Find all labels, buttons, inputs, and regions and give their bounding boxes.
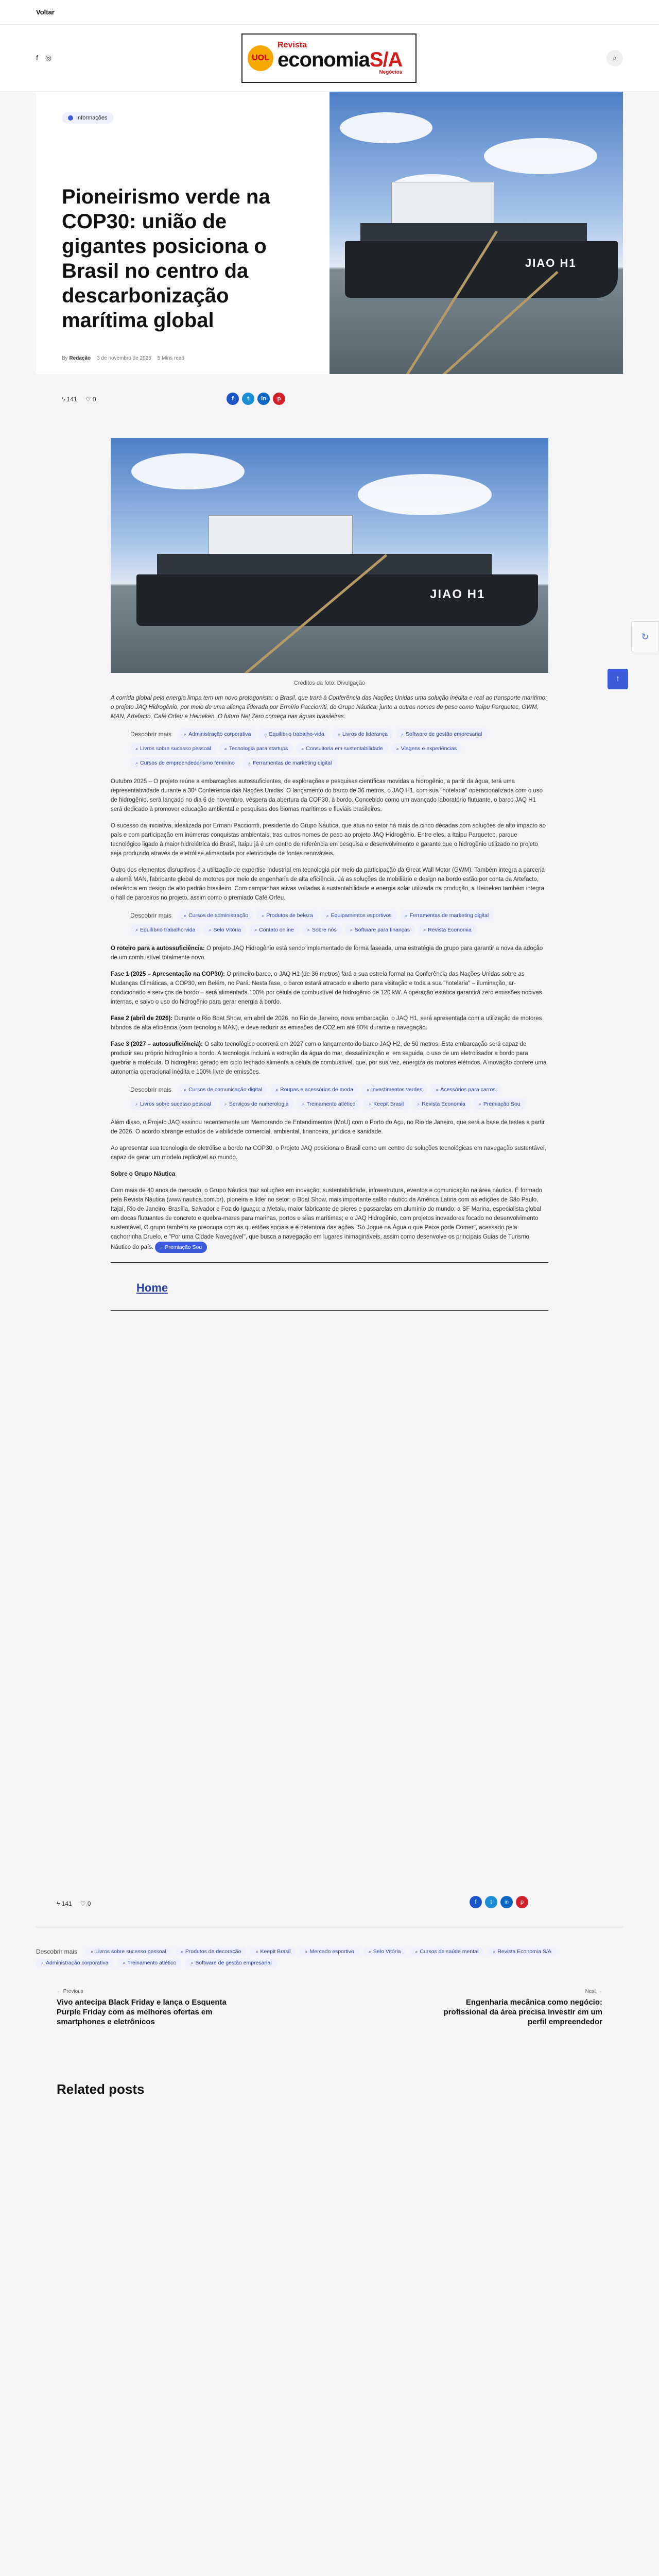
- paragraph: O sucesso da iniciativa, idealizada por Ermani Pacciorriti, presidente do Grupo Náutica, que atua no setor há mais de cinco décadas com soluções de alto impacto ao país e com participação em inúmeras conquistas ambientais, tras outros nomes de peso ao projeto JAQ Hidrogênio. Entre eles, a Itaipu Parquetec, parque tecnológico ligado à maior hidrelétrica do Brasil, Itaipu já é um centro de referência em pesquisa e desenvolvimento e garante que o hidrogênio utilizado no projeto seja produzido através de eletrólise alimentada por eletricidade de fontes renováveis.: [111, 823, 546, 857]
- search-icon: ⌕: [305, 1948, 308, 1954]
- discover-chip[interactable]: ⌕ Equilíbrio trabalho-vida: [259, 728, 329, 740]
- heart-icon: ♡: [80, 1900, 86, 1907]
- discover-chip[interactable]: ⌕ Ferramentas de marketing digital: [400, 910, 494, 921]
- search-icon: ⌕: [302, 1101, 305, 1107]
- like-count: 0: [92, 396, 96, 403]
- search-icon[interactable]: ⌕: [606, 50, 623, 66]
- discover-chip[interactable]: ⌕ Keepit Brasil: [363, 1098, 409, 1110]
- discover-chip[interactable]: ⌕ Equilíbrio trabalho-vida: [130, 924, 200, 936]
- discover-chip[interactable]: ⌕ Premiação Sou: [155, 1242, 207, 1253]
- category-badge[interactable]: Informações: [62, 112, 114, 124]
- page-title: Pioneirismo verde na COP30: união de gigantes posiciona o Brasil no centro da descarbonização marítima global: [62, 185, 270, 332]
- discover-chip[interactable]: ⌕ Treinamento atlético: [297, 1098, 360, 1110]
- article-body: [111, 693, 548, 1311]
- next-post[interactable]: Next → Engenharia mecânica como negócio: profissional da área precisa investir em um perfil empreendedor: [432, 1989, 602, 2027]
- flame-icon: ϟ: [62, 396, 65, 403]
- author-link[interactable]: Redação: [69, 355, 91, 361]
- flame-icon: ϟ: [57, 1900, 60, 1907]
- post-meta: By Redação 3 de novembro de 2025 5 Mins read: [62, 355, 185, 361]
- discover-chip[interactable]: ⌕ Roupas e acessórios de moda: [270, 1084, 358, 1095]
- instagram-icon[interactable]: ◎: [45, 54, 52, 62]
- search-icon: ⌕: [264, 732, 267, 737]
- discover-chip[interactable]: ⌕ Premiação Sou: [474, 1098, 526, 1110]
- previous-post-title: Vivo antecipa Black Friday e lança o Esquenta Purple Friday com as melhores ofertas em smartphones e eletrônicos: [57, 1998, 227, 2026]
- discover-chip[interactable]: ⌕ Software de gestão empresarial: [185, 1959, 276, 1967]
- post-date: 3 de novembro de 2025: [97, 355, 151, 361]
- paragraph: Ao apresentar sua tecnologia de eletrólise a bordo na COP30, o Projeto JAQ posiciona o Brasil como um centro de soluções tecnológicas em navegação sustentável, capaz de gerar um modelo replicável ao mundo.: [111, 1145, 546, 1161]
- next-post-title: Engenharia mecânica como negócio: profissional da área precisa investir em um perfil empreendedor: [443, 1998, 602, 2026]
- search-icon: ⌕: [135, 746, 138, 751]
- search-icon: ⌕: [423, 927, 426, 933]
- post-navigation: [57, 1989, 602, 2027]
- discover-chip[interactable]: ⌕ Ferramentas de marketing digital: [243, 757, 337, 769]
- home-link[interactable]: Home: [136, 1281, 168, 1294]
- recaptcha-badge[interactable]: [631, 621, 659, 652]
- search-icon: ⌕: [436, 1087, 439, 1092]
- logo-tagline: Negócios: [379, 69, 403, 75]
- search-icon: ⌕: [478, 1101, 481, 1107]
- discover-chip[interactable]: ⌕ Administração corporativa: [36, 1959, 113, 1967]
- post-stats: [62, 396, 96, 403]
- post-stats-bottom: ϟ 141 ♡ 0: [57, 1900, 91, 1907]
- search-icon: ⌕: [350, 927, 353, 933]
- paragraph: O roteiro para a autossuficiência: O projeto JAQ Hidrogênio está sendo implementado de forma faseada, uma estratégia do grupo para garantir a nova da adoção de um combustível totalmente novo.: [111, 945, 543, 961]
- search-icon: ⌕: [326, 913, 329, 918]
- paragraph: Fase 1 (2025 – Apresentação na COP30): O primeiro barco, o JAQ H1 (de 36 metros) fará a sua estreia formal na Conferência das Nações Unidas sobre as Mudanças Climáticas, a COP30, em Belém, no Pará. Nesta fase, o barco estará atracado e aberto para visitação e toda a sua "hotelaria" – iluminação, ar-condicionado e serviços de bordo – será alimentada 100% por célula de combustível de hidrogênio de 120 kW. A operação estática garantirá zero emissões nocivas internas, e salvo o uso do hidrogênio para gerar energia à bordo.: [111, 971, 542, 1005]
- discover-chip[interactable]: ⌕ Livros sobre sucesso pessoal: [130, 743, 216, 754]
- discover-chip[interactable]: ⌕ Software de gestão empresarial: [396, 728, 487, 740]
- search-icon: ⌕: [184, 913, 187, 918]
- article-lead: A corrida global pela energia limpa tem um novo protagonista: o Brasil, que trará à Conferência das Nações Unidas uma solução inédita e real ao transporte marítimo: o projeto JAQ Hidrogênio, por meio de uma aliança liderada por Ermírio Pacciorriti, do Grupo Náutica, junto a outros nomes de peso como Itaipu Parquetec, GWM, MAN, Artefacto, Café Orfeu e Heineken. O futuro Net Zero começa nas águas brasileiras.: [111, 695, 547, 720]
- facebook-share-icon[interactable]: f: [470, 1896, 482, 1908]
- search-icon: ⌕: [209, 927, 212, 933]
- arrow-up-icon: ↑: [616, 674, 620, 683]
- search-icon: ⌕: [401, 732, 404, 737]
- search-icon: ⌕: [396, 746, 399, 751]
- discover-chip[interactable]: ⌕ Contato online: [249, 924, 299, 936]
- search-icon: ⌕: [184, 1087, 187, 1092]
- search-icon: ⌕: [337, 732, 340, 737]
- top-bar: [0, 0, 659, 25]
- search-icon: ⌕: [160, 1245, 163, 1250]
- discover-chip[interactable]: ⌕ Viagens e experiências: [391, 743, 462, 754]
- twitter-share-icon[interactable]: t: [485, 1896, 497, 1908]
- discover-chip[interactable]: ⌕ Acessórios para carros: [430, 1084, 500, 1095]
- search-icon: ⌕: [224, 746, 227, 751]
- discover-chip[interactable]: ⌕ Investimentos verdes: [361, 1084, 427, 1095]
- discover-more-2: Descobrir mais ⌕ Cursos de administração ⌕ Produtos de beleza ⌕ Equipamentos esportivos ⌕ Ferramentas de marketing digital ⌕ Equilíbrio trabalho-vida ⌕ Selo Vitória ⌕ Contato online ⌕ Sobre nós ⌕ Software para finanças ⌕ Revista Economia: [130, 910, 532, 936]
- logo-accent: S/A: [369, 48, 403, 71]
- discover-chip[interactable]: ⌕ Treinamento atlético: [117, 1959, 181, 1967]
- discover-chip[interactable]: ⌕ Livros de liderança: [333, 728, 393, 740]
- discover-chip[interactable]: ⌕ Software para finanças: [345, 924, 415, 936]
- discover-chip[interactable]: ⌕ Selo Vitória: [363, 1947, 406, 1956]
- related-posts-heading: Related posts: [57, 2081, 145, 2097]
- view-count: 141: [66, 396, 77, 403]
- paragraph: Outubro 2025 – O projeto reúne a embarcações autossuficientes, de explorações e pesquisas científicas movidas a hidrogênio, a partir da água, terá uma representatividade durante a 30ª Conferência das Nações Unidas. O lançamento do barco de 36 metros, o JAQ H1, com sua "hotelaria" operacionalizada com o uso de hidrogênio, será lançado no dia 6 de novembro, véspera da abertura da COP30, à bordo. Concebido como um avançado laboratório flutuante, o barco JAQ H1 será dedicado à promover educação ambiental e pesquisas dos biomas marítimos e fluviais brasileiros.: [111, 778, 543, 812]
- linkedin-share-icon[interactable]: in: [500, 1896, 513, 1908]
- search-icon: ⌕: [275, 1087, 279, 1092]
- header-social: [36, 54, 51, 62]
- back-link[interactable]: Voltar: [36, 8, 55, 16]
- search-icon: ⌕: [123, 1960, 126, 1965]
- search-icon: ⌕: [366, 1087, 369, 1092]
- pinterest-share-icon[interactable]: p: [516, 1896, 528, 1908]
- search-icon: ⌕: [415, 1948, 418, 1954]
- search-icon: ⌕: [255, 1948, 258, 1954]
- hero-image: [330, 92, 623, 374]
- search-icon: ⌕: [405, 913, 408, 918]
- search-icon: ⌕: [180, 1948, 183, 1954]
- discover-chip[interactable]: ⌕ Serviços de numerologia: [219, 1098, 294, 1110]
- twitter-share-icon[interactable]: t: [242, 393, 254, 405]
- discover-chip[interactable]: ⌕ Selo Vitória: [203, 924, 246, 936]
- search-icon: ⌕: [417, 1101, 420, 1107]
- divider: [111, 1262, 548, 1263]
- share-buttons: [227, 393, 285, 405]
- discover-chip[interactable]: ⌕ Tecnologia para startups: [219, 743, 293, 754]
- paragraph: Fase 3 (2027 – autossuficiência): O salto tecnológico ocorrerá em 2027 com o lançamento do barco JAQ H2, de 50 metros. Esta embarcação será capaz de produzir seu próprio hidrogênio a bordo. A tecnologia incluirá a extração da água do mar, dessalinização e, em seguida, o uso de um eletrolisador a bordo para quebrar a molécula. O hidrogênio gerado em ciclo fechado alimenta a célula de combustível, que, por sua vez, energiza os motores elétricos. A inovação confere uma autonomia operacional inédita e 100% livre de emissões.: [111, 1041, 547, 1075]
- discover-chip[interactable]: ⌕ Produtos de beleza: [256, 910, 318, 921]
- category-dot-icon: [68, 115, 73, 121]
- discover-chip[interactable]: ⌕ Revista Economia S/A: [488, 1947, 557, 1956]
- search-icon: ⌕: [493, 1948, 496, 1954]
- discover-chip[interactable]: ⌕ Cursos de comunicação digital: [179, 1084, 267, 1095]
- pinterest-share-icon[interactable]: p: [273, 393, 285, 405]
- discover-chip[interactable]: ⌕ Produtos de decoração: [176, 1947, 247, 1956]
- article-image: JIAO H1: [111, 438, 548, 673]
- facebook-icon[interactable]: f: [36, 54, 38, 62]
- paragraph: Fase 2 (abril de 2026): Durante o Rio Boat Show, em abril de 2026, no Rio de Janeiro, nova embarcação, o JAQ H1, será apresentada com a utilização de motores híbridos de alta eficiência (com tecnologia MAN), e deve reduzir as emissões de CO2 em até 80% durante a navegação.: [111, 1015, 542, 1031]
- discover-chip[interactable]: ⌕ Cursos de saúde mental: [410, 1947, 483, 1956]
- search-icon: ⌕: [224, 1101, 227, 1107]
- scroll-top-button[interactable]: [608, 669, 628, 689]
- search-icon: ⌕: [41, 1960, 44, 1965]
- article: [36, 438, 623, 1311]
- discover-chip[interactable]: ⌕ Livros sobre sucesso pessoal: [85, 1947, 171, 1956]
- facebook-share-icon[interactable]: f: [227, 393, 239, 405]
- search-icon: ⌕: [301, 746, 304, 751]
- heart-icon: ♡: [85, 396, 91, 403]
- logo-main: economia: [278, 48, 370, 71]
- search-icon: ⌕: [184, 732, 187, 737]
- ship-name: JIAO H1: [525, 257, 577, 269]
- site-logo[interactable]: [241, 33, 417, 83]
- discover-chip[interactable]: ⌕ Consultoria em sustentabilidade: [296, 743, 388, 754]
- search-icon: ⌕: [368, 1948, 371, 1954]
- discover-chip[interactable]: ⌕ Sobre nós: [302, 924, 342, 936]
- uol-logo-icon: UOL: [248, 45, 273, 71]
- recaptcha-icon: ↻: [641, 631, 649, 642]
- discover-chip[interactable]: ⌕ Cursos de empreendedorismo feminino: [130, 757, 240, 769]
- search-icon: ⌕: [135, 1101, 138, 1107]
- discover-chip[interactable]: ⌕ Mercado esportivo: [300, 1947, 359, 1956]
- search-icon: ⌕: [254, 927, 257, 933]
- paragraph: Com mais de 40 anos de mercado, o Grupo Náutica traz soluções em inovação, sustentabilidade, infraestrutura, eventos e comunicação na área náutica. É formado pela Revista Náutica (www.nautica.com.br), pioneira e líder no setor; o Boat Show, mais importante salão náutico da América Latina com as edições de São Paulo, Itajaí, Rio de Janeiro, Brasília, Salvador e Foz do Iguaçu; a Metalu, maior fabricante de píeres e passarelas em alumínio do mundo; a SF Marina, especialista global em docas flutuantes de concreto e quebra-mares para marinas, portos e silas marítimas; e o JAQ Hidrogênio, com projetos inovadores focado no desenvolvimento sustentável, O grupo também se preocupa com as questões sociais e é detentora das ações "Só Jogue na Água o que Peixe pode Comer", acessado pela cachorrinha Druelo, e "Por uma Cidade Navegável", que busca a navegação em lugares inimagináveis, assim como desenvolve os principais Guias de Turismo Náutico do país. ⌕ Premiação Sou: [111, 1186, 548, 1253]
- search-icon: ⌕: [262, 913, 265, 918]
- discover-chip[interactable]: ⌕ Revista Economia: [412, 1098, 471, 1110]
- search-icon: ⌕: [91, 1948, 94, 1954]
- discover-more-4: Descobrir mais ⌕ Livros sobre sucesso pessoal ⌕ Produtos de decoração ⌕ Keepit Brasil ⌕ Mercado esportivo ⌕ Selo Vitória ⌕ Cursos de saúde mental ⌕ Revista Economia S/A ⌕ Administração corporativa ⌕ Treinamento atlético ⌕ Software de gestão empresarial: [36, 1947, 623, 1967]
- logo-revista: Revista: [278, 40, 307, 49]
- discover-chip[interactable]: ⌕ Keepit Brasil: [250, 1947, 296, 1956]
- previous-post[interactable]: ← Previous Vivo antecipa Black Friday e lança o Esquenta Purple Friday com as melhores ofertas em smartphones e eletrônicos: [57, 1989, 227, 2026]
- search-icon: ⌕: [248, 760, 251, 766]
- linkedin-share-icon[interactable]: in: [257, 393, 270, 405]
- discover-chip[interactable]: ⌕ Equipamentos esportivos: [321, 910, 397, 921]
- discover-more-3: Descobrir mais ⌕ Cursos de comunicação digital ⌕ Roupas e acessórios de moda ⌕ Investimentos verdes ⌕ Acessórios para carros ⌕ Livros sobre sucesso pessoal ⌕ Serviços de numerologia ⌕ Treinamento atlético ⌕ Keepit Brasil ⌕ Revista Economia ⌕ Premiação Sou: [130, 1084, 532, 1110]
- share-buttons-bottom: [470, 1896, 528, 1908]
- discover-more-1: Descobrir mais ⌕ Administração corporativa ⌕ Equilíbrio trabalho-vida ⌕ Livros de liderança ⌕ Software de gestão empresarial ⌕ Livros sobre sucesso pessoal ⌕ Tecnologia para startups ⌕ Consultoria em sustentabilidade ⌕ Viagens e experiências ⌕ Cursos de empreendedorismo feminino ⌕ Ferramentas de marketing digital: [130, 728, 532, 769]
- search-icon: ⌕: [307, 927, 310, 933]
- paragraph: Outro dos elementos disruptivos é a utilização de expertise industrial em tecnologia por meio da participação da Great Wall Motor (GWM). Também integra a parceria a alemã MAN, fabricante global de motores por meio de engenharia de alta eficiência. Já as soluções de mobiliário e design na bordo estão por conta da Artefacto, referência em design de alto padrão brasileiro. Com campanhas ativas voltadas à sustentabilidade e energia solar utilizada na produção, a Heineken também integra o hall de parceiros no projeto, assim como o premiado Café Orfeu.: [111, 867, 545, 901]
- discover-chip[interactable]: ⌕ Administração corporativa: [179, 728, 256, 740]
- section-heading: Sobre o Grupo Náutica: [111, 1171, 176, 1177]
- search-icon: ⌕: [135, 760, 138, 766]
- hero: [36, 92, 623, 403]
- arrow-right-icon: →: [597, 1989, 602, 1994]
- search-icon: ⌕: [135, 927, 138, 933]
- paragraph: Além disso, o Projeto JAQ assinou recentemente um Memorando de Entendimentos (MoU) com o Porto do Açu, no Rio de Janeiro, que será a base de testes a partir de 2026. O acordo abrange estudos de viabilidade comercial, ambiental, financeira, jurídica e sanidade.: [111, 1120, 545, 1135]
- discover-chip[interactable]: ⌕ Cursos de administração: [179, 910, 253, 921]
- search-icon: ⌕: [190, 1960, 194, 1965]
- image-caption: Créditos da foto: Divulgação: [293, 680, 366, 686]
- divider: [111, 1310, 548, 1311]
- discover-chip[interactable]: ⌕ Livros sobre sucesso pessoal: [130, 1098, 216, 1110]
- search-icon: ⌕: [369, 1101, 372, 1107]
- arrow-left-icon: ←: [57, 1989, 62, 1994]
- discover-chip[interactable]: ⌕ Revista Economia: [418, 924, 477, 936]
- site-header: [0, 25, 659, 92]
- read-time: 5 Mins read: [157, 355, 185, 361]
